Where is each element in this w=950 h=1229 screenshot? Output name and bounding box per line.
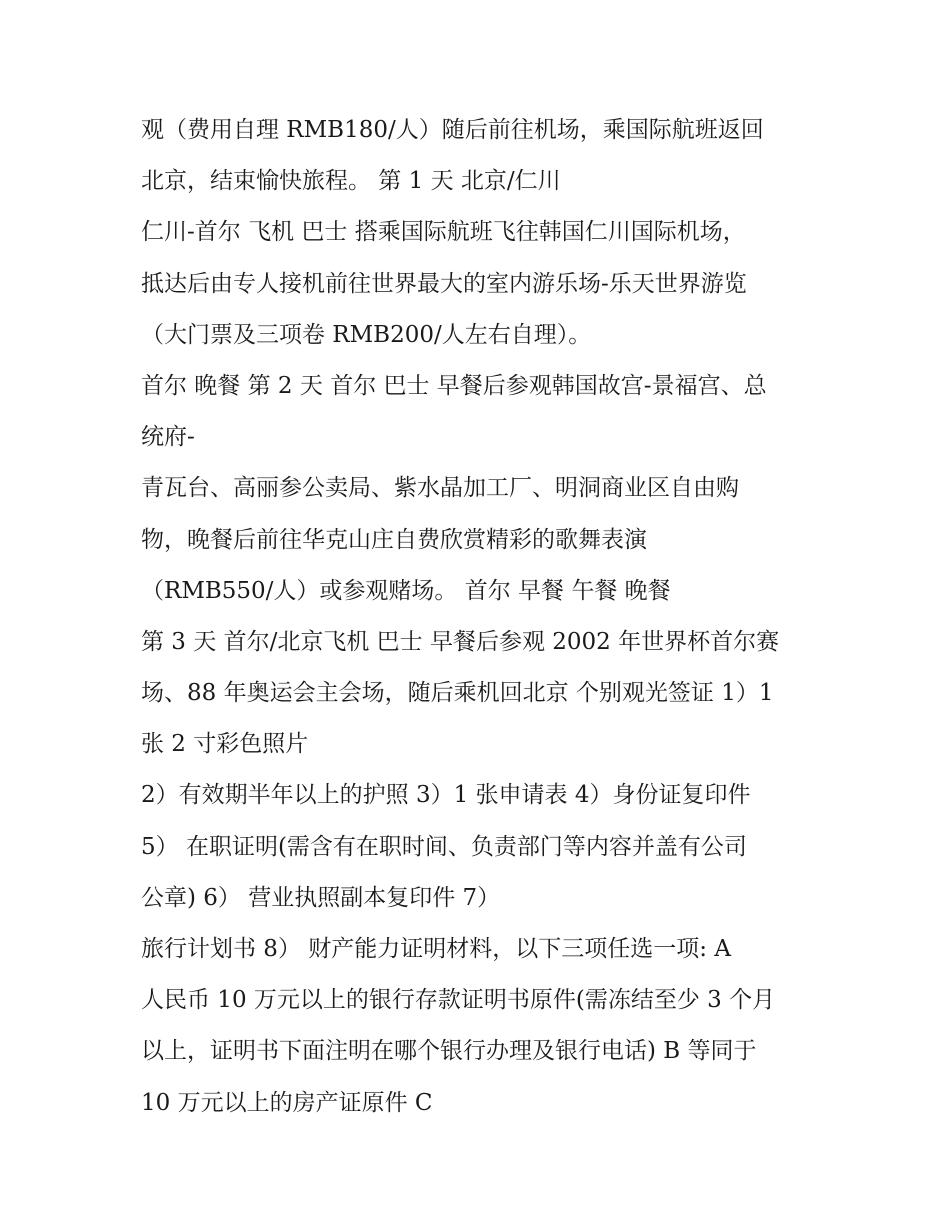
text-line: （RMB550/人）或参观赌场。 首尔 早餐 午餐 晚餐 [141, 577, 671, 604]
text-line: 场、88 年奥运会主会场，随后乘机回北京 个别观光签证 1）1 [141, 680, 774, 707]
text-line: 公章) 6） 营业执照副本复印件 7） [141, 884, 501, 911]
text-line: 5） 在职证明(需含有在职时间、负责部门等内容并盖有公司 [141, 833, 747, 860]
text-line: 10 万元以上的房产证原件 C [141, 1089, 433, 1116]
text-line: 人民币 10 万元以上的银行存款证明书原件(需冻结至少 3 个月 [141, 987, 776, 1014]
text-line: 第 3 天 首尔/北京飞机 巴士 早餐后参观 2002 年世界杯首尔赛 [141, 628, 780, 655]
text-line: （大门票及三项卷 RMB200/人左右自理）。 [141, 321, 592, 348]
text-line: 统府- [141, 424, 195, 451]
text-line: 2）有效期半年以上的护照 3）1 张申请表 4）身份证复印件 [141, 782, 751, 809]
text-line: 张 2 寸彩色照片 [141, 731, 309, 758]
text-line: 物，晚餐后前往华克山庄自费欣赏精彩的歌舞表演 [141, 526, 647, 553]
text-line: 北京，结束愉快旅程。 第 1 天 北京/仁川 [141, 168, 561, 195]
text-line: 抵达后由专人接机前往世界最大的室内游乐场-乐天世界游览 [141, 270, 747, 297]
text-line: 青瓦台、高丽参公卖局、紫水晶加工厂、明洞商业区自由购 [141, 475, 739, 502]
text-line: 以上，证明书下面注明在哪个银行办理及银行电话) B 等同于 [141, 1038, 757, 1065]
document-body [141, 105, 841, 1129]
text-line: 观（费用自理 RMB180/人）随后前往机场，乘国际航班返回 [141, 117, 764, 143]
text-line: 仁川-首尔 飞机 巴士 搭乘国际航班飞往韩国仁川国际机场， [141, 219, 746, 246]
text-line: 首尔 晚餐 第 2 天 首尔 巴士 早餐后参观韩国故宫-景福宫、总 [141, 372, 767, 399]
text-line: 旅行计划书 8） 财产能力证明材料，以下三项任选一项: A [141, 936, 731, 962]
